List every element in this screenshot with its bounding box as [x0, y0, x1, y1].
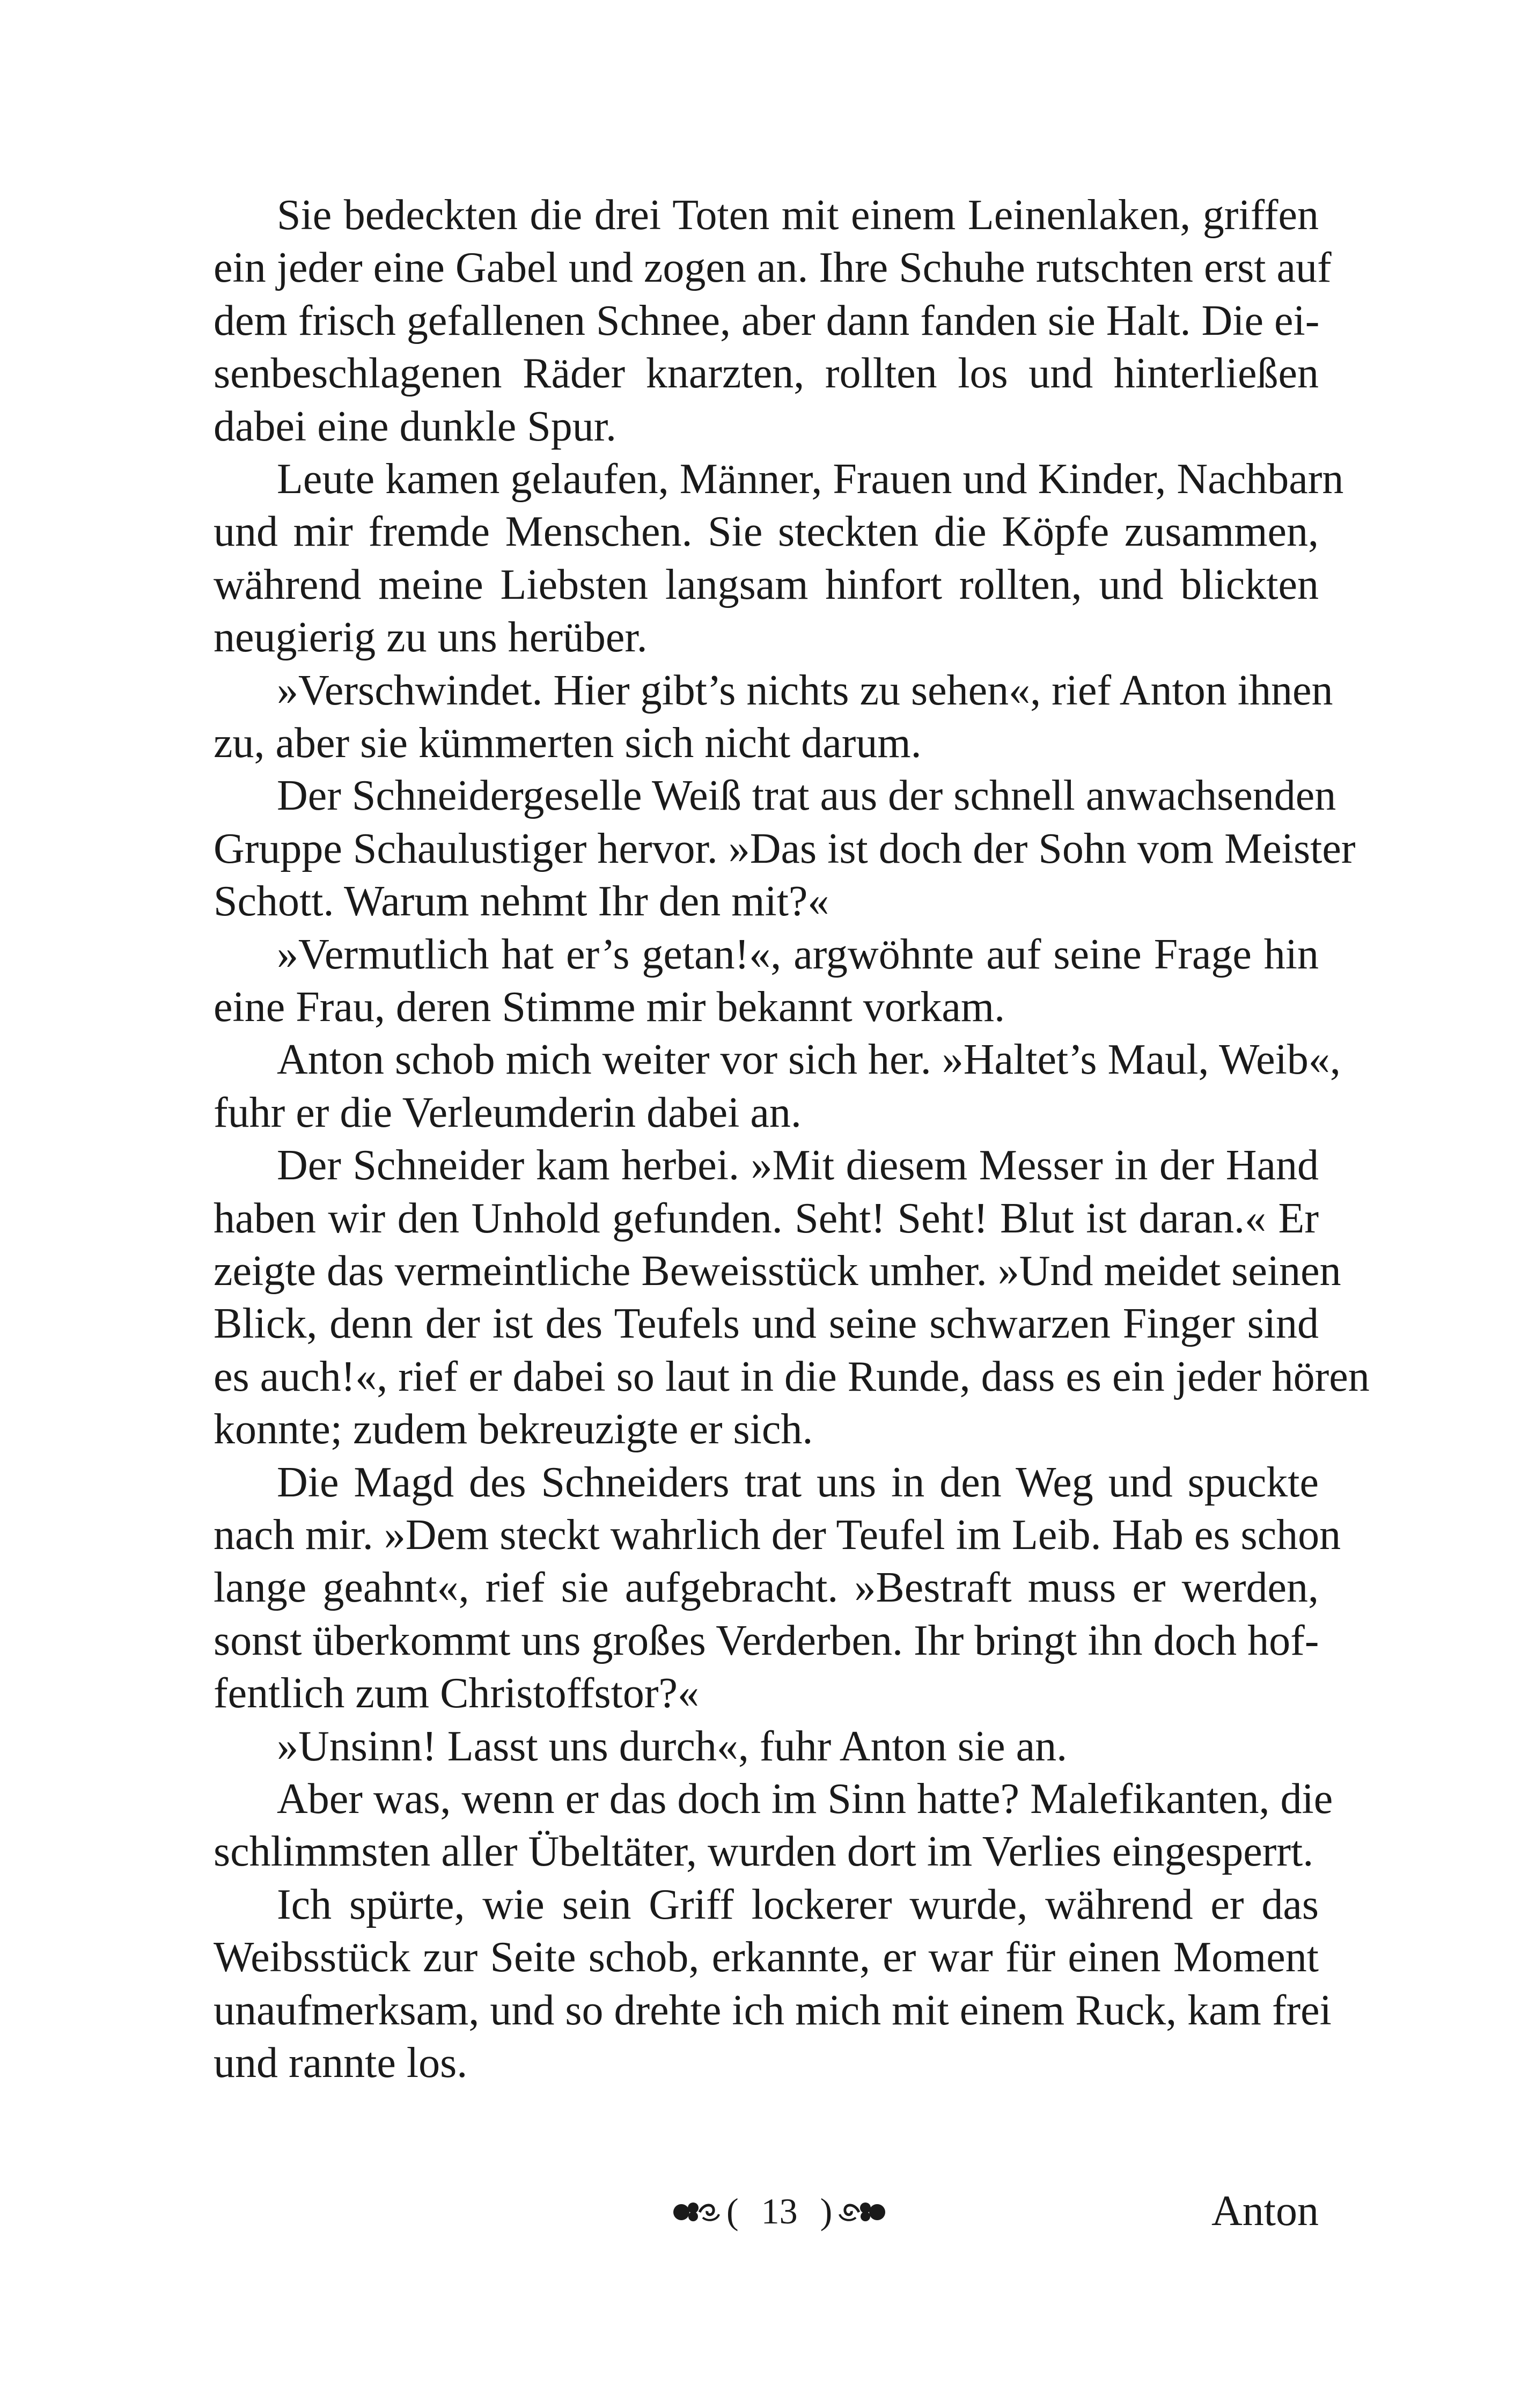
- running-head: Anton: [1211, 2187, 1319, 2235]
- text-line: zeigte das vermeintliche Beweisstück umher. »Und meidet seinen: [214, 1247, 1341, 1295]
- text-line: eine Frau, deren Stimme mir bekannt vorkam.: [214, 983, 1005, 1031]
- text-line: Sie bedeckten die drei Toten mit einem Leinenlaken, griffen: [277, 192, 1319, 239]
- text-line: »Verschwindet. Hier gibt’s nichts zu sehen«, rief Anton ihnen: [277, 667, 1333, 714]
- text-line: schlimmsten aller Übeltäter, wurden dort im Verlies eingesperrt.: [214, 1828, 1314, 1875]
- text-line: »Unsinn! Lasst uns durch«, fuhr Anton sie an.: [277, 1723, 1068, 1770]
- text-line: neugierig zu uns herüber.: [214, 614, 648, 661]
- text-line: während meine Liebsten langsam hinfort rollten, und blickten: [214, 561, 1319, 608]
- page-number: 13: [761, 2190, 798, 2231]
- text-line: fentlich zum Christoffstor?«: [214, 1670, 699, 1717]
- ornament-right-icon: [837, 2198, 887, 2224]
- text-line: sonst überkommt uns großes Verderben. Ihr bringt ihn doch hof-: [214, 1617, 1319, 1664]
- ornament-left-icon: [672, 2198, 721, 2224]
- text-line: Der Schneidergeselle Weiß trat aus der schnell anwachsenden: [277, 772, 1336, 819]
- text-line: und mir fremde Menschen. Sie steckten die Köpfe zusammen,: [214, 508, 1319, 555]
- text-line: Schott. Warum nehmt Ihr den mit?«: [214, 878, 829, 925]
- text-line: »Vermutlich hat er’s getan!«, argwöhnte auf seine Frage hin: [277, 931, 1319, 978]
- text-line: Aber was, wenn er das doch im Sinn hatte? Malefikanten, die: [277, 1775, 1333, 1823]
- text-line: Anton schob mich weiter vor sich her. »Haltet’s Maul, Weib«,: [277, 1036, 1341, 1083]
- text-line: Die Magd des Schneiders trat uns in den Weg und spuckte: [277, 1459, 1319, 1506]
- text-line: lange geahnt«, rief sie aufgebracht. »Bestraft muss er werden,: [214, 1564, 1319, 1611]
- folio-close-paren: ): [820, 2190, 833, 2231]
- text-line: unaufmerksam, und so drehte ich mich mit einem Ruck, kam frei: [214, 1987, 1332, 2034]
- text-line: Leute kamen gelaufen, Männer, Frauen und Kinder, Nachbarn: [277, 456, 1344, 503]
- text-line: Weibsstück zur Seite schob, erkannte, er war für einen Moment: [214, 1934, 1319, 1981]
- text-line: dabei eine dunkle Spur.: [214, 403, 616, 450]
- text-line: Blick, denn der ist des Teufels und seine schwarzen Finger sind: [214, 1300, 1319, 1347]
- text-line: dem frisch gefallenen Schnee, aber dann fanden sie Halt. Die ei-: [214, 297, 1320, 344]
- text-line: nach mir. »Dem steckt wahrlich der Teufel im Leib. Hab es schon: [214, 1511, 1341, 1559]
- text-line: fuhr er die Verleumderin dabei an.: [214, 1089, 802, 1136]
- text-line: zu, aber sie kümmerten sich nicht darum.: [214, 720, 922, 767]
- text-line: haben wir den Unhold gefunden. Seht! Seht! Blut ist daran.« Er: [214, 1195, 1319, 1242]
- text-line: konnte; zudem bekreuzigte er sich.: [214, 1406, 813, 1453]
- text-line: und rannte los.: [214, 2039, 468, 2087]
- text-line: Gruppe Schaulustiger hervor. »Das ist doch der Sohn vom Meister: [214, 825, 1356, 872]
- text-line: senbeschlagenen Räder knarzten, rollten los und hinterließen: [214, 350, 1319, 397]
- text-line: es auch!«, rief er dabei so laut in die Runde, dass es ein jeder hören: [214, 1353, 1370, 1400]
- page-footer: [0, 2182, 1521, 2241]
- text-line: Ich spürte, wie sein Griff lockerer wurde, während er das: [277, 1881, 1319, 1928]
- folio: [672, 2182, 887, 2241]
- text-line: Der Schneider kam herbei. »Mit diesem Messer in der Hand: [277, 1142, 1319, 1189]
- text-line: ein jeder eine Gabel und zogen an. Ihre Schuhe rutschten erst auf: [214, 244, 1332, 291]
- folio-open-paren: (: [726, 2190, 739, 2231]
